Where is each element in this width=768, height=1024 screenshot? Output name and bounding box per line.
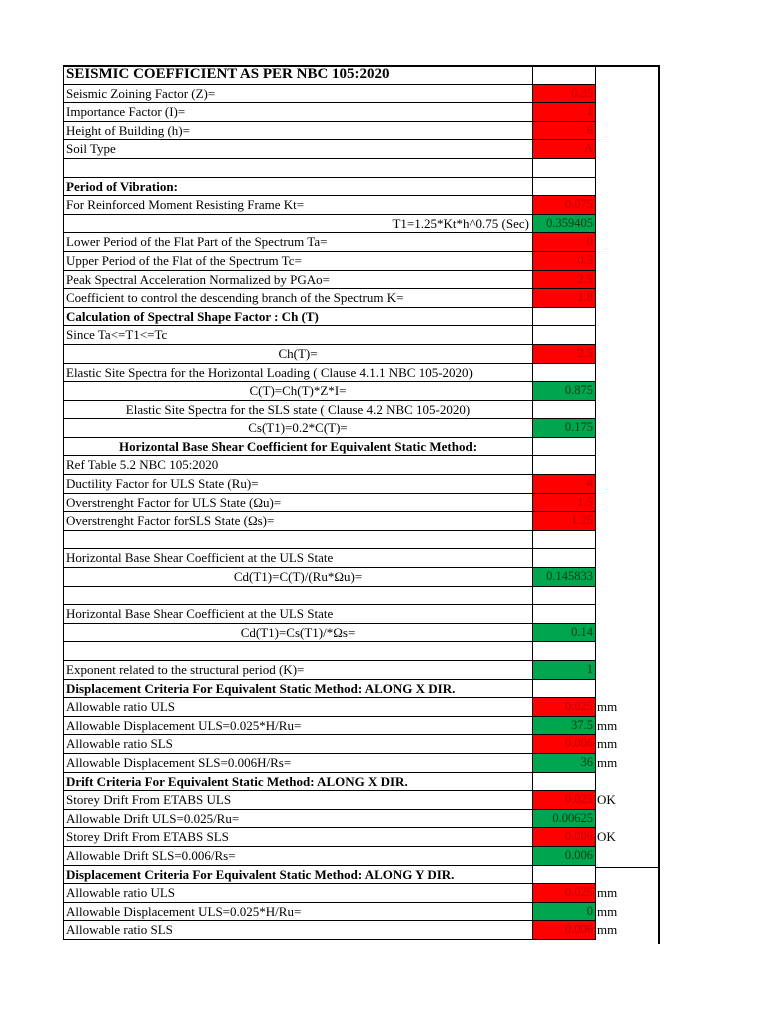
value-cell[interactable]: 1 [532, 103, 595, 122]
value-cell[interactable]: 0 [532, 903, 595, 922]
unit-cell[interactable] [595, 642, 659, 661]
value-cell[interactable]: 0.359405 [532, 215, 595, 234]
value-cell[interactable]: 2.5 [532, 271, 595, 290]
label-cell[interactable]: Displacement Criteria For Equivalent Static Method: ALONG Y DIR. [63, 866, 532, 885]
label-cell[interactable]: Cd(T1)=Cs(T1)/*Ωs= [63, 624, 532, 643]
unit-cell[interactable] [595, 326, 659, 345]
unit-cell[interactable] [595, 233, 659, 252]
unit-cell[interactable] [595, 364, 659, 383]
value-cell[interactable]: 36 [532, 754, 595, 773]
unit-cell[interactable]: mm [595, 884, 659, 903]
unit-cell[interactable]: mm [595, 735, 659, 754]
label-cell[interactable]: Overstrenght Factor for ULS State (Ωu)= [63, 494, 532, 513]
unit-cell[interactable]: mm [595, 698, 659, 717]
unit-cell[interactable] [595, 810, 659, 829]
label-cell[interactable] [63, 642, 532, 661]
value-cell[interactable]: 0.025 [532, 698, 595, 717]
label-cell[interactable]: Allowable Displacement SLS=0.006H/Rs= [63, 754, 532, 773]
value-cell[interactable]: 0.025 [532, 791, 595, 810]
value-cell[interactable] [532, 549, 595, 568]
value-cell[interactable] [532, 456, 595, 475]
label-cell[interactable]: C(T)=Ch(T)*Z*I= [63, 382, 532, 401]
value-cell[interactable]: 0.006 [532, 847, 595, 866]
label-cell[interactable]: Allowable Drift ULS=0.025/Ru= [63, 810, 532, 829]
value-cell[interactable]: 1.8 [532, 289, 595, 308]
unit-cell[interactable] [595, 401, 659, 420]
label-cell[interactable]: Displacement Criteria For Equivalent Static Method: ALONG X DIR. [63, 680, 532, 699]
label-cell[interactable] [63, 159, 532, 178]
label-cell[interactable]: Allowable ratio ULS [63, 884, 532, 903]
unit-cell[interactable] [595, 122, 659, 141]
value-cell[interactable]: 0.35 [532, 85, 595, 104]
value-cell[interactable] [532, 773, 595, 792]
value-cell[interactable] [532, 866, 595, 885]
label-cell[interactable]: SEISMIC COEFFICIENT AS PER NBC 105:2020 [63, 66, 532, 85]
unit-cell[interactable] [595, 140, 659, 159]
unit-cell[interactable] [595, 289, 659, 308]
unit-cell[interactable] [595, 605, 659, 624]
label-cell[interactable]: Drift Criteria For Equivalent Static Method: ALONG X DIR. [63, 773, 532, 792]
value-cell[interactable]: 0.14 [532, 624, 595, 643]
value-cell[interactable] [532, 308, 595, 327]
unit-cell[interactable] [595, 866, 659, 885]
value-cell[interactable]: 0 [532, 233, 595, 252]
unit-cell[interactable] [595, 661, 659, 680]
value-cell[interactable] [532, 364, 595, 383]
unit-cell[interactable] [595, 531, 659, 550]
unit-cell[interactable] [595, 456, 659, 475]
unit-cell[interactable] [595, 85, 659, 104]
value-cell[interactable]: A [532, 140, 595, 159]
unit-cell[interactable] [595, 494, 659, 513]
value-cell[interactable]: 1.25 [532, 512, 595, 531]
label-cell[interactable] [63, 587, 532, 606]
unit-cell[interactable]: mm [595, 717, 659, 736]
value-cell[interactable]: 1.5 [532, 494, 595, 513]
value-cell[interactable]: 0.006 [532, 921, 595, 940]
label-cell[interactable]: Cs(T1)=0.2*C(T)= [63, 419, 532, 438]
unit-cell[interactable] [595, 680, 659, 699]
label-cell[interactable]: Period of Vibration: [63, 178, 532, 197]
label-cell[interactable]: Lower Period of the Flat Part of the Spectrum Ta= [63, 233, 532, 252]
label-cell[interactable]: Elastic Site Spectra for the Horizontal Loading ( Clause 4.1.1 NBC 105-2020) [63, 364, 532, 383]
label-cell[interactable]: For Reinforced Moment Resisting Frame Kt= [63, 196, 532, 215]
unit-cell[interactable] [595, 549, 659, 568]
unit-cell[interactable] [595, 475, 659, 494]
label-cell[interactable]: Coefficient to control the descending branch of the Spectrum K= [63, 289, 532, 308]
label-cell[interactable]: Cd(T1)=C(T)/(Ru*Ωu)= [63, 568, 532, 587]
label-cell[interactable]: Elastic Site Spectra for the SLS state ( Clause 4.2 NBC 105-2020) [63, 401, 532, 420]
label-cell[interactable]: Ch(T)= [63, 345, 532, 364]
label-cell[interactable]: Seismic Zoining Factor (Z)= [63, 85, 532, 104]
unit-cell[interactable] [595, 847, 659, 866]
value-cell[interactable]: 1 [532, 661, 595, 680]
value-cell[interactable]: 0.875 [532, 382, 595, 401]
unit-cell[interactable]: mm [595, 903, 659, 922]
unit-cell[interactable] [595, 512, 659, 531]
value-cell[interactable] [532, 531, 595, 550]
value-cell[interactable]: 0.145833 [532, 568, 595, 587]
value-cell[interactable]: 2.5 [532, 345, 595, 364]
value-cell[interactable] [532, 438, 595, 457]
unit-cell[interactable] [595, 252, 659, 271]
unit-cell[interactable] [595, 587, 659, 606]
unit-cell[interactable] [595, 624, 659, 643]
unit-cell[interactable] [595, 419, 659, 438]
value-cell[interactable] [532, 605, 595, 624]
label-cell[interactable]: Horizontal Base Shear Coefficient at the ULS State [63, 549, 532, 568]
value-cell[interactable] [532, 326, 595, 345]
unit-cell[interactable] [595, 271, 659, 290]
label-cell[interactable]: Ductility Factor for ULS State (Ru)= [63, 475, 532, 494]
value-cell[interactable] [532, 401, 595, 420]
label-cell[interactable]: Horizontal Base Shear Coefficient at the ULS State [63, 605, 532, 624]
unit-cell[interactable] [595, 345, 659, 364]
label-cell[interactable]: Peak Spectral Acceleration Normalized by PGAo= [63, 271, 532, 290]
value-cell[interactable] [532, 587, 595, 606]
label-cell[interactable]: Allowable ratio ULS [63, 698, 532, 717]
value-cell[interactable]: 0.00625 [532, 810, 595, 829]
value-cell[interactable] [532, 159, 595, 178]
value-cell[interactable]: 0.006 [532, 828, 595, 847]
label-cell[interactable]: Soil Type [63, 140, 532, 159]
value-cell[interactable]: 0.006 [532, 735, 595, 754]
label-cell[interactable] [63, 531, 532, 550]
unit-cell[interactable]: mm [595, 921, 659, 940]
value-cell[interactable] [532, 178, 595, 197]
unit-cell[interactable] [595, 215, 659, 234]
unit-cell[interactable] [595, 103, 659, 122]
value-cell[interactable] [532, 66, 595, 85]
label-cell[interactable]: Allowable ratio SLS [63, 921, 532, 940]
label-cell[interactable]: Overstrenght Factor forSLS State (Ωs)= [63, 512, 532, 531]
label-cell[interactable]: Allowable ratio SLS [63, 735, 532, 754]
unit-cell[interactable]: OK [595, 791, 659, 810]
label-cell[interactable]: Importance Factor (I)= [63, 103, 532, 122]
unit-cell[interactable] [595, 178, 659, 197]
unit-cell[interactable] [595, 196, 659, 215]
label-cell[interactable]: Height of Building (h)= [63, 122, 532, 141]
value-cell[interactable] [532, 680, 595, 699]
unit-cell[interactable]: mm [595, 754, 659, 773]
value-cell[interactable]: 0.5 [532, 252, 595, 271]
unit-cell[interactable]: OK [595, 828, 659, 847]
label-cell[interactable]: Storey Drift From ETABS SLS [63, 828, 532, 847]
value-cell[interactable]: 37.5 [532, 717, 595, 736]
label-cell[interactable]: Ref Table 5.2 NBC 105:2020 [63, 456, 532, 475]
unit-cell[interactable] [595, 568, 659, 587]
value-cell[interactable]: 4 [532, 475, 595, 494]
label-cell[interactable]: Horizontal Base Shear Coefficient for Equivalent Static Method: [63, 438, 532, 457]
unit-cell[interactable] [595, 66, 659, 85]
label-cell[interactable]: Since Ta<=T1<=Tc [63, 326, 532, 345]
unit-cell[interactable] [595, 438, 659, 457]
value-cell[interactable]: 0.025 [532, 884, 595, 903]
label-cell[interactable]: Allowable Drift SLS=0.006/Rs= [63, 847, 532, 866]
unit-cell[interactable] [595, 308, 659, 327]
label-cell[interactable]: Allowable Displacement ULS=0.025*H/Ru= [63, 717, 532, 736]
value-cell[interactable] [532, 642, 595, 661]
label-cell[interactable]: T1=1.25*Kt*h^0.75 (Sec) [63, 215, 532, 234]
label-cell[interactable]: Allowable Displacement ULS=0.025*H/Ru= [63, 903, 532, 922]
unit-cell[interactable] [595, 159, 659, 178]
unit-cell[interactable] [595, 773, 659, 792]
unit-cell[interactable] [595, 382, 659, 401]
value-cell[interactable]: 0.075 [532, 196, 595, 215]
label-cell[interactable]: Storey Drift From ETABS ULS [63, 791, 532, 810]
value-cell[interactable]: 6 [532, 122, 595, 141]
value-cell[interactable]: 0.175 [532, 419, 595, 438]
label-cell[interactable]: Calculation of Spectral Shape Factor : Ch (T) [63, 308, 532, 327]
label-cell[interactable]: Exponent related to the structural period (K)= [63, 661, 532, 680]
label-cell[interactable]: Upper Period of the Flat of the Spectrum Tc= [63, 252, 532, 271]
